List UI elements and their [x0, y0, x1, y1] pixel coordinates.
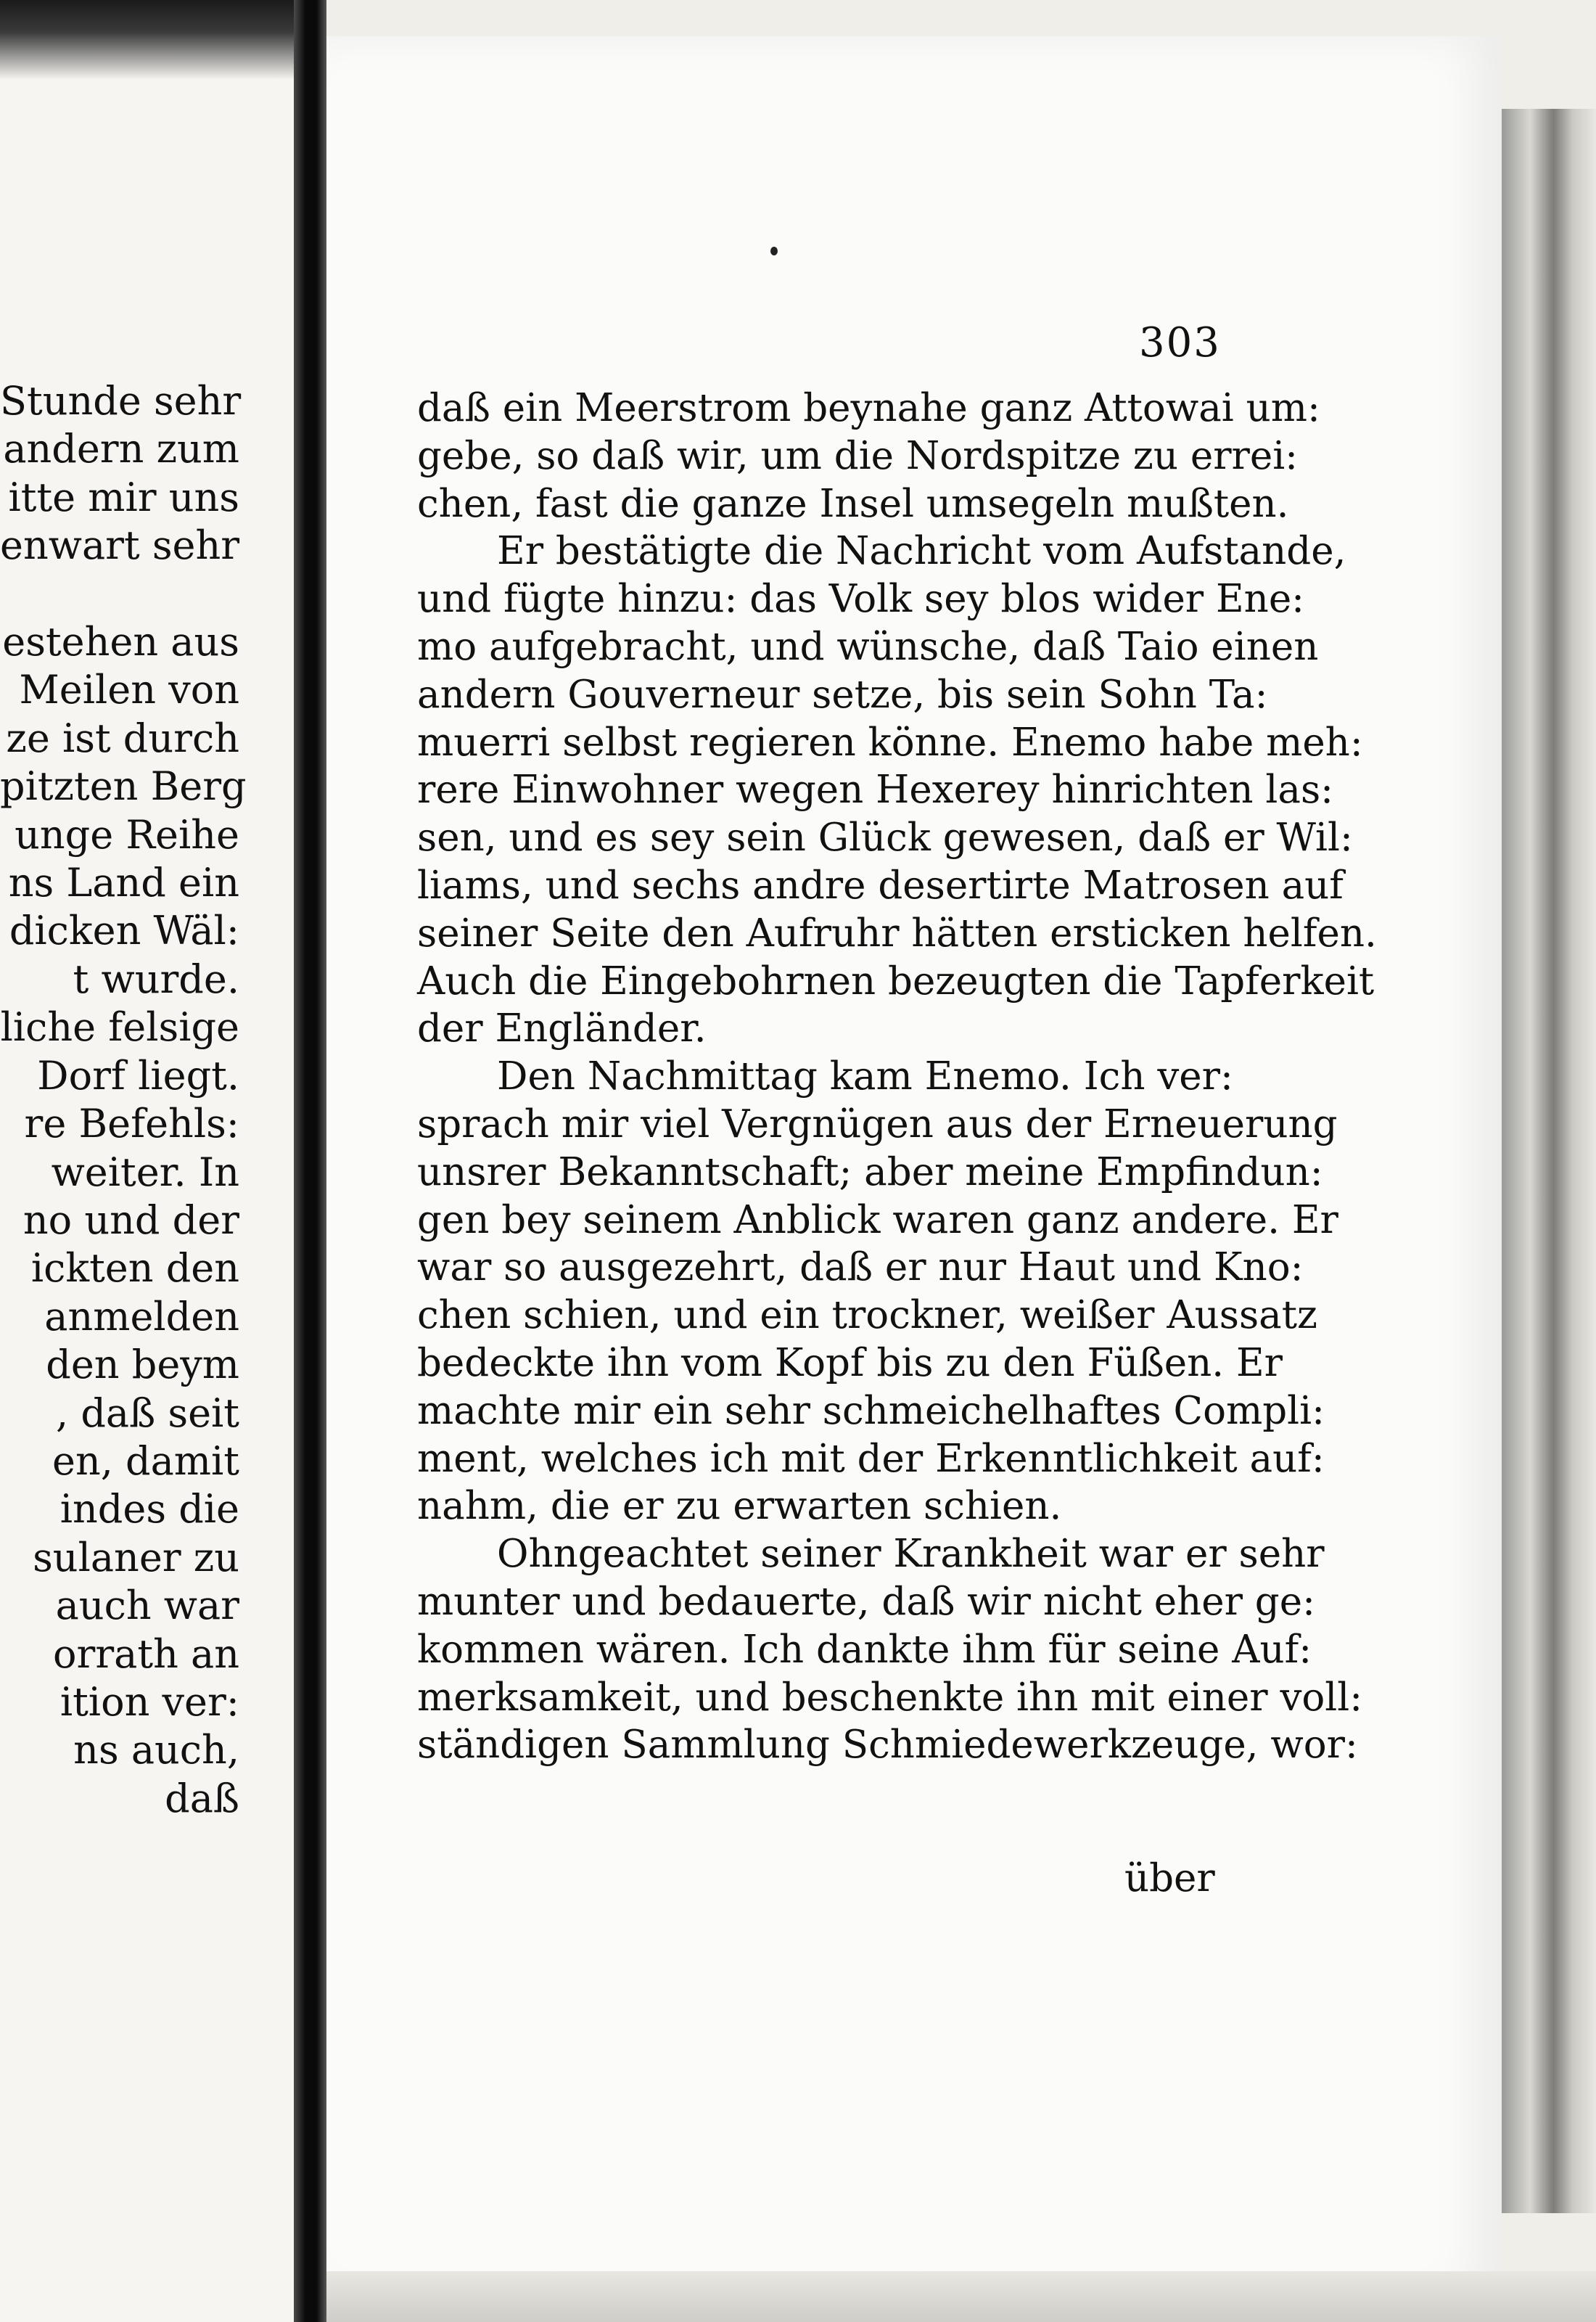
- left-page-line: sulaner zu: [33, 1534, 239, 1580]
- text-line: ständigen Sammlung Schmiedewerkzeuge, wor:: [417, 1723, 1358, 1768]
- page-shadow: [0, 0, 294, 80]
- left-page-line: enwart sehr: [0, 522, 240, 569]
- text-line: war so ausgezehrt, daß er nur Haut und Kno:: [417, 1245, 1304, 1290]
- left-page-line: en, damit: [52, 1437, 239, 1484]
- text-line: Den Nachmittag kam Enemo. Ich ver:: [497, 1054, 1233, 1099]
- left-page-line: weiter. In: [51, 1149, 239, 1195]
- text-line: und fügte hinzu: das Volk sey blos wider Ene:: [417, 577, 1305, 622]
- text-line: ment, welches ich mit der Erkenntlichkeit auf:: [417, 1436, 1325, 1481]
- left-page-line: orrath an: [53, 1630, 239, 1677]
- text-line: sprach mir viel Vergnügen aus der Erneuerung: [417, 1101, 1338, 1146]
- text-line: kommen wären. Ich dankte ihm für seine Auf:: [417, 1627, 1312, 1672]
- left-page-line: den beym: [46, 1342, 239, 1388]
- left-page-line: Stunde sehr: [0, 378, 242, 424]
- text-line: bedeckte ihn vom Kopf bis zu den Füßen. Er: [417, 1340, 1283, 1385]
- left-page-line: ns Land ein: [8, 860, 239, 906]
- page-number: 303: [1139, 319, 1221, 366]
- text-line: machte mir ein sehr schmeichelhaftes Compli:: [417, 1388, 1325, 1433]
- left-page-line: anmelden: [44, 1293, 239, 1340]
- text-line: gebe, so daß wir, um die Nordspitze zu errei:: [417, 433, 1299, 478]
- left-page-line: , daß seit: [56, 1390, 239, 1436]
- left-page-text: [0, 377, 247, 1823]
- text-line: chen schien, und ein trockner, weißer Aussatz: [417, 1293, 1317, 1338]
- left-page-line: daß: [165, 1775, 239, 1821]
- text-line: Er bestätigte die Nachricht vom Aufstande,: [497, 529, 1346, 574]
- text-line: andern Gouverneur setze, bis sein Sohn Ta:: [417, 672, 1268, 717]
- text-line: liams, und sechs andre desertirte Matrosen auf: [417, 863, 1344, 908]
- left-page-line: pitzten Berg: [0, 763, 247, 810]
- left-page-line: t wurde.: [73, 956, 239, 1002]
- left-page-line: itte mir uns: [8, 474, 239, 520]
- text-line: Auch die Eingebohrnen bezeugten die Tapferkeit: [417, 959, 1375, 1004]
- text-line: gen bey seinem Anblick waren ganz andere. Er: [417, 1197, 1338, 1242]
- ink-dot: [770, 247, 778, 255]
- text-line: munter und bedauerte, daß wir nicht eher ge:: [417, 1579, 1315, 1624]
- left-page-line: andern zum: [3, 426, 239, 472]
- left-page-line: no und der: [22, 1197, 239, 1243]
- left-page-line: unge Reihe: [15, 811, 239, 858]
- text-line: unsrer Bekanntschaft; aber meine Empfindun:: [417, 1149, 1323, 1194]
- text-line: der Engländer.: [417, 1006, 707, 1051]
- left-page-line: re Befehls:: [24, 1101, 239, 1147]
- left-page-line: Meilen von: [19, 667, 239, 713]
- left-page-line: ns auch,: [73, 1727, 239, 1773]
- text-line: sen, und es sey sein Glück gewesen, daß er Wil:: [417, 816, 1353, 861]
- text-line: Ohngeachtet seiner Krankheit war er sehr: [497, 1532, 1325, 1577]
- left-page-line: estehen aus: [2, 619, 239, 665]
- body-text: [417, 385, 1377, 1769]
- left-page-line: ition ver:: [59, 1678, 239, 1725]
- text-line: nahm, die er zu erwarten schien.: [417, 1484, 1062, 1529]
- text-line: muerri selbst regieren könne. Enemo habe meh:: [417, 720, 1363, 765]
- text-line: chen, fast die ganze Insel umsegeln mußten.: [417, 481, 1289, 526]
- left-page-line: auch war: [55, 1583, 239, 1629]
- page-edge: [1502, 109, 1596, 2213]
- left-page-line: [0, 570, 239, 618]
- text-line: daß ein Meerstrom beynahe ganz Attowai um:: [417, 386, 1320, 430]
- left-page-line: Dorf liegt.: [37, 1052, 239, 1099]
- left-page-line: liche felsige: [0, 1004, 239, 1051]
- book-gutter: [294, 0, 326, 2322]
- left-page-line: ickten den: [30, 1245, 239, 1292]
- text-line: mo aufgebracht, und wünsche, daß Taio einen: [417, 624, 1319, 669]
- text-line: rere Einwohner wegen Hexerey hinrichten las:: [417, 768, 1334, 813]
- page-edge-bottom: [326, 2271, 1596, 2322]
- catchword: über: [1124, 1856, 1215, 1900]
- left-page-line: indes die: [59, 1486, 239, 1533]
- text-line: seiner Seite den Aufruhr hätten ersticken helfen.: [417, 911, 1377, 956]
- left-page-line: dicken Wäl:: [9, 908, 239, 954]
- left-page-fragment: [0, 0, 294, 2322]
- left-page-line: ze ist durch: [6, 715, 239, 761]
- text-line: merksamkeit, und beschenkte ihn mit einer voll:: [417, 1675, 1363, 1720]
